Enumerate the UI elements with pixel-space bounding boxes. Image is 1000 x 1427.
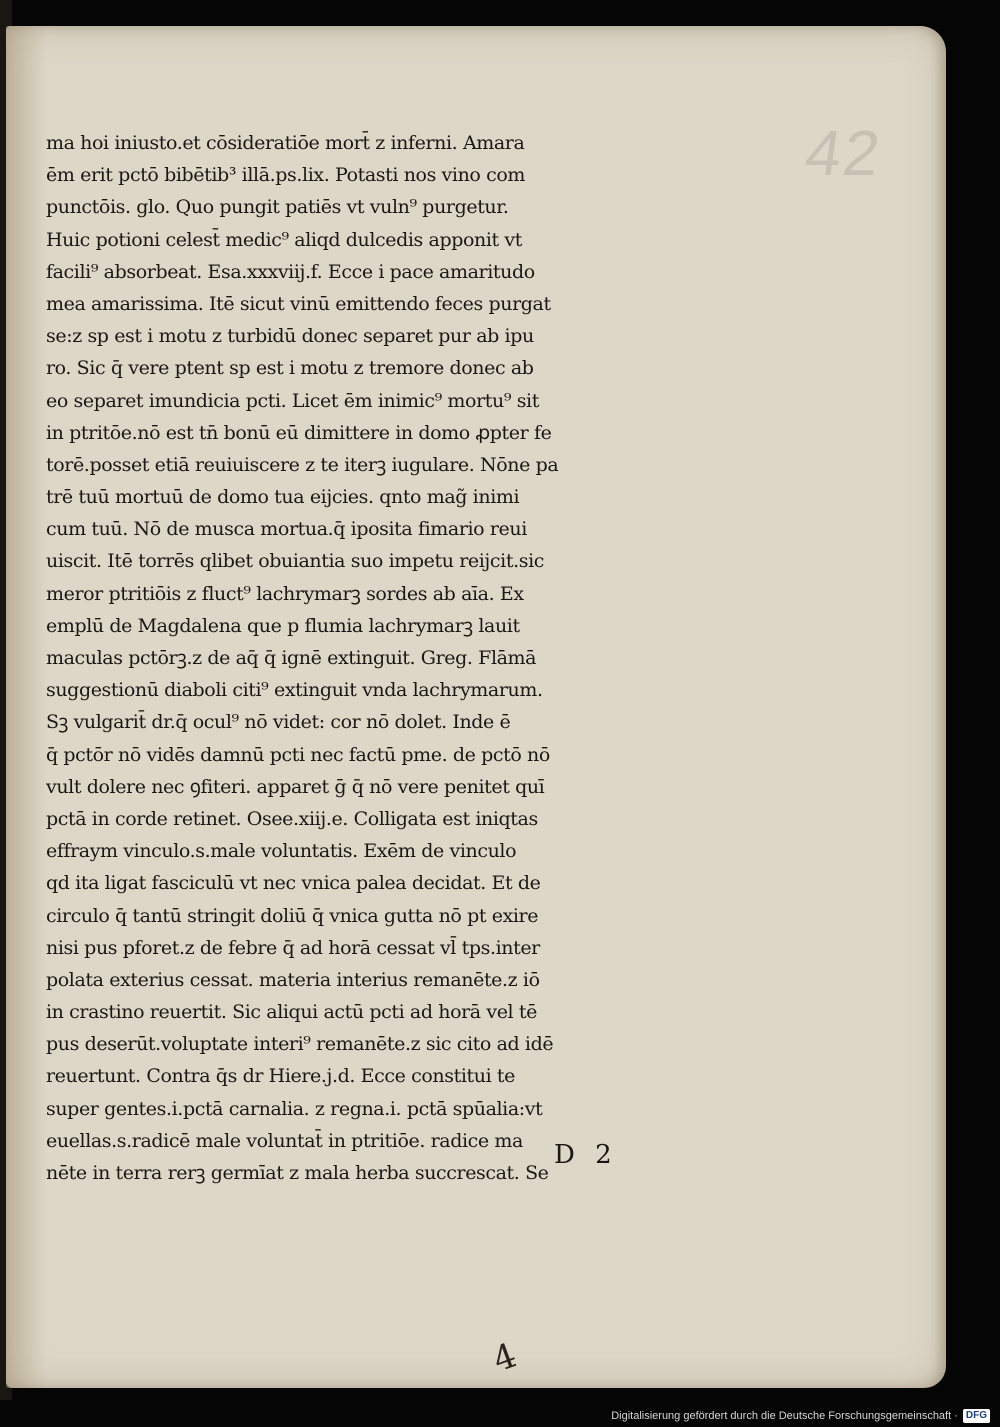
text-line: trē tuū mortuū de domo tua eijcies. qnto mag̃ inimi (46, 486, 520, 509)
text-line: euellas.s.radicē male voluntat̄ in ptritiōe. radice ma (46, 1129, 523, 1152)
signature-mark: D 2 (554, 1140, 618, 1170)
text-line: ēm erit pctō bibētib³ illā.ps.lix. Potasti nos vino com (46, 164, 525, 187)
dfg-logo: DFG (963, 1409, 990, 1423)
text-line: meror ptritiōis z fluct⁹ lachrymarꝫ sordes ab aīa. Ex (46, 582, 524, 605)
text-line: cum tuū. Nō de musca mortua.q̄ iposita fimario reui (46, 518, 527, 541)
text-line: super gentes.i.pctā carnalia. z regna.i. pctā spūalia:vt (46, 1097, 543, 1120)
text-line: eo separet imundicia pcti. Licet ēm inimic⁹ mortu⁹ sit (46, 389, 539, 412)
text-line: effraym vinculo.s.male voluntatis. Exēm de vinculo (46, 840, 517, 863)
text-line: polata exterius cessat. materia interius remanēte.z iō (46, 968, 540, 991)
text-line: uiscit. Itē torrēs qlibet obuiantia suo impetu reijcit.sic (46, 550, 544, 573)
text-line: qd ita ligat fasciculū vt nec vnica palea decidat. Et de (46, 872, 541, 895)
text-line: facili⁹ absorbeat. Esa.xxxviij.f. Ecce i pace amaritudo (46, 260, 535, 283)
text-line: se:z sp est i motu z turbidū donec separet pur ab ipu (46, 325, 534, 348)
funding-text: Digitalisierung gefördert durch die Deutsche Forschungsgemeinschaft · (611, 1410, 958, 1422)
text-line: reuertunt. Contra q̄s dr Hiere.j.d. Ecce constitui te (46, 1065, 515, 1088)
text-line: q̄ pctōr nō vidēs damnū pcti nec factū pme. de pctō nō (46, 743, 550, 766)
text-line: nēte in terra rerꝫ germīat z mala herba succrescat. Se (46, 1162, 549, 1184)
funding-footer (611, 1409, 990, 1423)
text-line: vult dolere nec ꝯfiteri. apparet ḡ q̄ nō vere penitet quī (46, 775, 545, 798)
text-line: pctā in corde retinet. Osee.xiij.e. Colligata est iniqtas (46, 807, 538, 830)
book-page (6, 26, 946, 1388)
text-line: emplū de Magdalena que p flumia lachrymarꝫ lauit (46, 614, 520, 637)
gutter-mark: 4 (487, 1335, 522, 1381)
folio-number: 42 (800, 117, 887, 189)
text-line: suggestionū diaboli citi⁹ extinguit vnda lachrymarum. (46, 679, 543, 702)
text-block (46, 127, 736, 1189)
text-line: Huic potioni celest̄ medic⁹ aliqd dulcedis apponit vt (46, 228, 522, 251)
text-line: torē.posset etiā reuiuiscere z te iterꝫ iugulare. Nōne pa (46, 453, 559, 476)
text-line: in ptritōe.nō est tn̄ bonū eū dimittere in domo ꝓpter fe (46, 421, 552, 444)
text-line: ma hoi iniusto.et cōsideratiōe mort̄ z inferni. Amara (46, 132, 525, 154)
text-line: Sꝫ vulgarit̄ dr.q̄ ocul⁹ nō videt: cor nō dolet. Inde ē (46, 711, 511, 734)
text-line: punctōis. glo. Quo pungit patiēs vt vuln⁹ purgetur. (46, 196, 509, 219)
text-line: nisi pus pforet.z de febre q̄ ad horā cessat vl̄ tps.inter (46, 936, 540, 959)
text-line: in crastino reuertit. Sic aliqui actū pcti ad horā vel tē (46, 1001, 537, 1024)
text-line: pus deserūt.voluptate interi⁹ remanēte.z sic cito ad idē (46, 1033, 554, 1056)
text-line: circulo q̄ tantū stringit doliū q̄ vnica gutta nō pt exire (46, 904, 539, 927)
text-line: ro. Sic q̄ vere ptent sp est i motu z tremore donec ab (46, 357, 534, 380)
text-line: mea amarissima. Itē sicut vinū emittendo feces purgat (46, 292, 551, 315)
text-line: maculas pctōrꝫ.z de aq̄ q̄ ignē extinguit. Greg. Flāmā (46, 647, 537, 669)
